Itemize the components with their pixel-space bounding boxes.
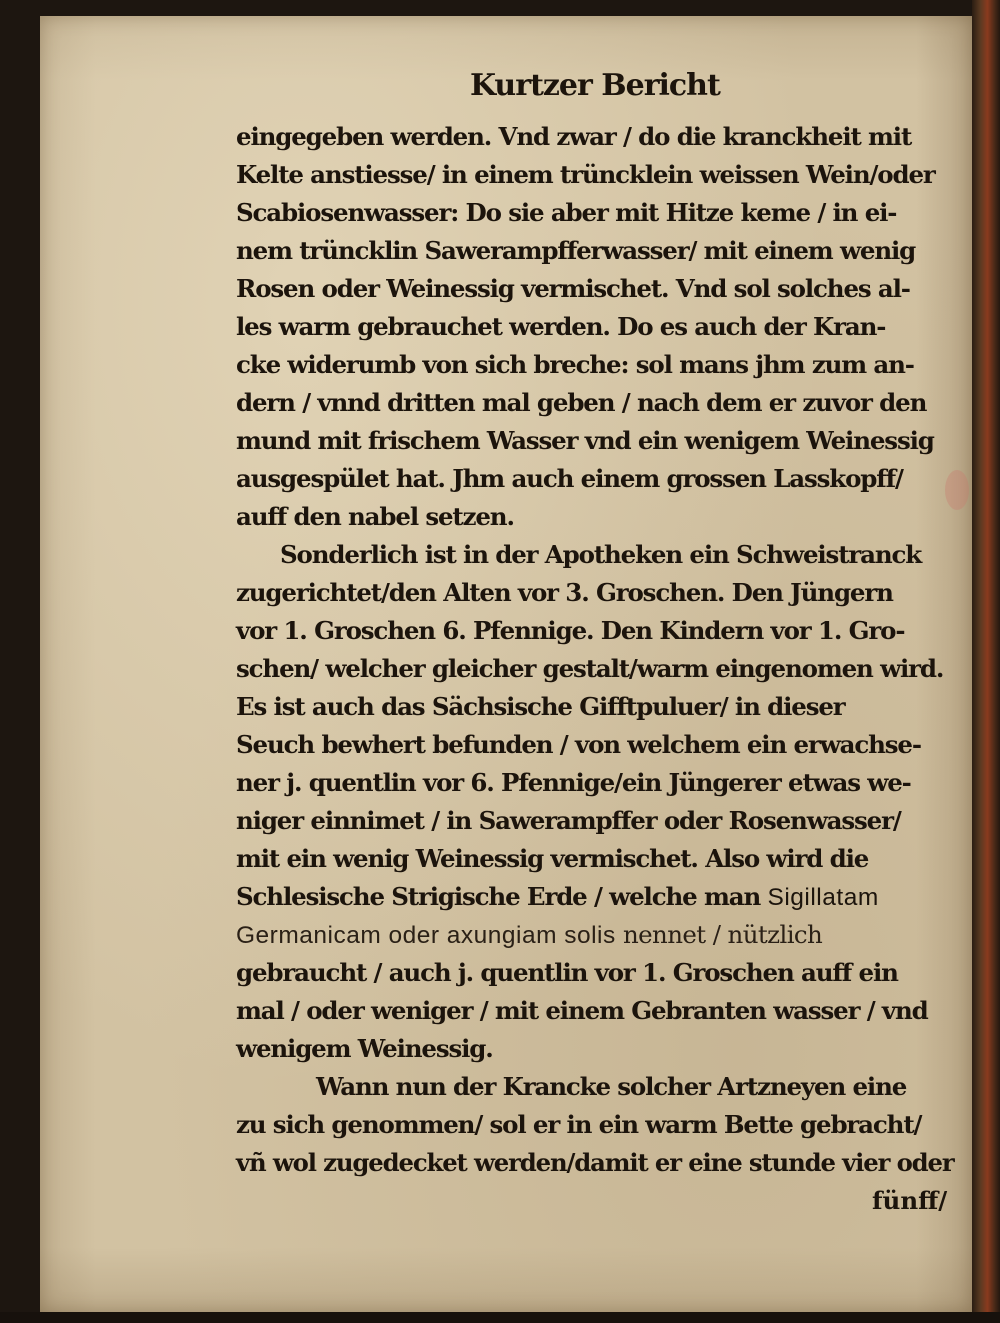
text-fragment: nennet / nützlich bbox=[622, 920, 823, 949]
body-text bbox=[236, 118, 966, 1220]
latin-term: solis bbox=[564, 922, 616, 949]
text-line: dern / vnnd dritten mal geben / nach dem er zuvor den bbox=[236, 388, 927, 417]
text-line: Scabiosenwasser: Do sie aber mit Hitze keme / in ei- bbox=[236, 198, 897, 227]
text-line: Es ist auch das Sächsische Gifftpuluer/ in dieser bbox=[236, 692, 845, 721]
text-line: vñ wol zugedecket werden/damit er eine stunde vier oder bbox=[236, 1148, 954, 1177]
text-line: schen/ welcher gleicher gestalt/warm eingenomen wird. bbox=[236, 654, 944, 683]
text-line: ner j. quentlin vor 6. Pfennige/ein Jüngerer etwas we- bbox=[236, 768, 911, 797]
text-line: Kelte anstiesse/ in einem trüncklein weissen Wein/oder bbox=[236, 160, 935, 189]
text-fragment: Schlesische Strigische Erde / welche man bbox=[236, 882, 761, 911]
binding-edge bbox=[972, 0, 1000, 1323]
text-line: eingegeben werden. Vnd zwar / do die kranckheit mit bbox=[236, 122, 912, 151]
text-line: gebraucht / auch j. quentlin vor 1. Groschen auff ein bbox=[236, 958, 898, 987]
text-line: nem trüncklin Sawerampfferwasser/ mit einem wenig bbox=[236, 236, 916, 265]
text-line: ausgespület hat. Jhm auch einem grossen Lasskopff/ bbox=[236, 464, 903, 493]
text-line: vor 1. Groschen 6. Pfennige. Den Kindern vor 1. Gro- bbox=[236, 616, 905, 645]
running-head: Kurtzer Bericht bbox=[470, 68, 720, 103]
text-line: mal / oder weniger / mit einem Gebranten wasser / vnd bbox=[236, 996, 928, 1025]
text-line: zugerichtet/den Alten vor 3. Groschen. Den Jüngern bbox=[236, 578, 893, 607]
text-line: les warm gebrauchet werden. Do es auch der Kran- bbox=[236, 312, 886, 341]
paragraph-start-line: Wann nun der Krancke solcher Artzneyen eine bbox=[316, 1072, 907, 1101]
text-line: mund mit frischem Wasser vnd ein wenigem Weinessig bbox=[236, 426, 934, 455]
latin-term: Sigillatam bbox=[767, 884, 879, 911]
text-line: zu sich genommen/ sol er in ein warm Bette gebracht/ bbox=[236, 1110, 922, 1139]
text-line: cke widerumb von sich breche: sol mans jhm zum an- bbox=[236, 350, 914, 379]
latin-term: axungiam bbox=[446, 922, 558, 949]
text-line: Seuch bewhert befunden / von welchem ein erwachse- bbox=[236, 730, 921, 759]
text-line: wenigem Weinessig. bbox=[236, 1034, 493, 1063]
catchword: fünff/ bbox=[872, 1186, 948, 1215]
text-line: niger einnimet / in Sawerampffer oder Rosenwasser/ bbox=[236, 806, 901, 835]
text-line: auff den nabel setzen. bbox=[236, 502, 514, 531]
text-line: mit ein wenig Weinessig vermischet. Also wird die bbox=[236, 844, 869, 873]
latin-term: Germanicam oder bbox=[236, 922, 440, 949]
text-line-with-latin bbox=[236, 916, 966, 954]
bottom-edge bbox=[0, 1312, 1000, 1323]
text-line-with-latin bbox=[236, 878, 966, 916]
paragraph-start-line: Sonderlich ist in der Apotheken ein Schweistranck bbox=[280, 540, 922, 569]
text-line: Rosen oder Weinessig vermischet. Vnd sol solches al- bbox=[236, 274, 910, 303]
